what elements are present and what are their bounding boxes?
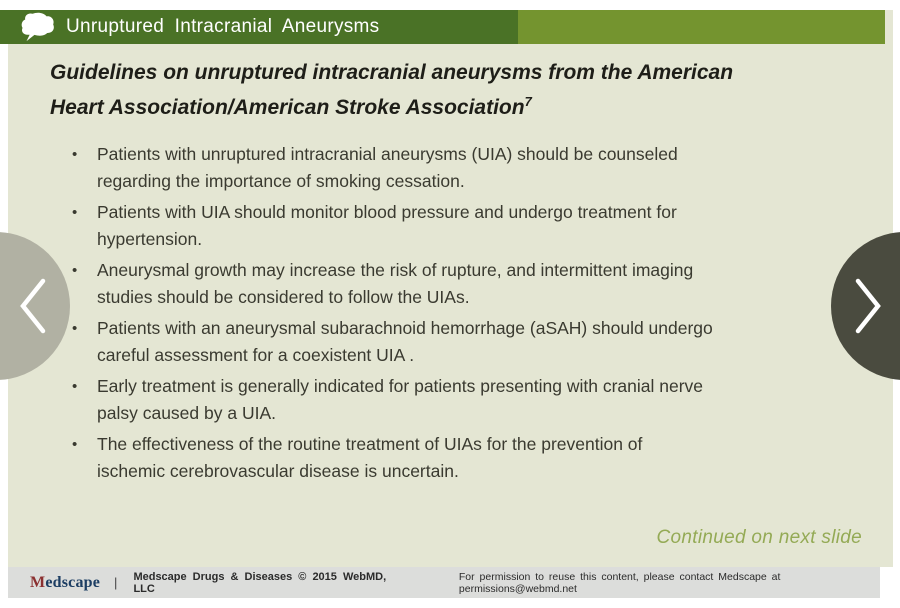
footer-separator: | — [114, 575, 118, 590]
bullet-text — [97, 141, 840, 195]
footer-attribution: Medscape Drugs & Diseases © 2015 WebMD, LLC — [133, 570, 387, 595]
continued-note: Continued on next slide — [656, 527, 862, 548]
slide-title-line1: Guidelines on unruptured intracranial aneurysms from the American — [50, 61, 734, 84]
slide-header-bar — [0, 10, 885, 44]
bullet-line: Patients with an aneurysmal subarachnoid hemorrhage (aSAH) should undergo — [97, 318, 713, 338]
chevron-left-icon — [20, 278, 46, 334]
slide-title-reference: 7 — [524, 94, 532, 109]
bullet-line: regarding the importance of smoking cessation. — [97, 171, 465, 191]
bullet-item — [60, 141, 840, 195]
bullet-line: studies should be considered to follow the UIAs. — [97, 287, 470, 307]
bullet-line: Patients with unruptured intracranial aneurysms (UIA) should be counseled — [97, 144, 678, 164]
bullet-text — [97, 257, 840, 311]
slide-deck-title: Unruptured Intracranial Aneurysms — [66, 16, 380, 37]
slide-title — [50, 58, 840, 122]
footer-bar — [8, 567, 880, 598]
slide-title-line2: Heart Association/American Stroke Association — [50, 96, 525, 119]
header-accent-segment — [518, 10, 885, 44]
bullet-item — [60, 199, 840, 253]
bullet-line: Early treatment is generally indicated for patients presenting with cranial nerve — [97, 376, 704, 396]
bullet-line: palsy caused by a UIA. — [97, 403, 276, 423]
bullet-line: careful assessment for a coexistent UIA . — [97, 345, 415, 365]
bullet-item — [60, 431, 840, 485]
bullet-item — [60, 257, 840, 311]
medscape-logo: Medscape — [30, 573, 101, 591]
bullet-list — [60, 141, 840, 489]
bullet-line: The effectiveness of the routine treatment of UIAs for the prevention of — [97, 434, 643, 454]
bullet-marker: • — [72, 320, 78, 337]
bullet-line: ischemic cerebrovascular disease is uncertain. — [97, 461, 459, 481]
bullet-marker: • — [72, 146, 78, 163]
bullet-text — [97, 315, 840, 369]
brain-icon — [20, 12, 56, 42]
bullet-marker: • — [72, 262, 78, 279]
chevron-right-icon — [855, 278, 881, 334]
bullet-text — [97, 373, 840, 427]
bullet-marker: • — [72, 204, 78, 221]
bullet-line: hypertension. — [97, 229, 203, 249]
bullet-marker: • — [72, 378, 78, 395]
bullet-text — [97, 431, 840, 485]
bullet-item — [60, 373, 840, 427]
bullet-item — [60, 315, 840, 369]
bullet-line: Patients with UIA should monitor blood pressure and undergo treatment for — [97, 202, 677, 222]
bullet-text — [97, 199, 840, 253]
bullet-line: Aneurysmal growth may increase the risk of rupture, and intermittent imaging — [97, 260, 694, 280]
footer-permission-text: For permission to reuse this content, please contact Medscape at permissions@webmd.net — [458, 570, 781, 595]
bullet-marker: • — [72, 436, 78, 453]
